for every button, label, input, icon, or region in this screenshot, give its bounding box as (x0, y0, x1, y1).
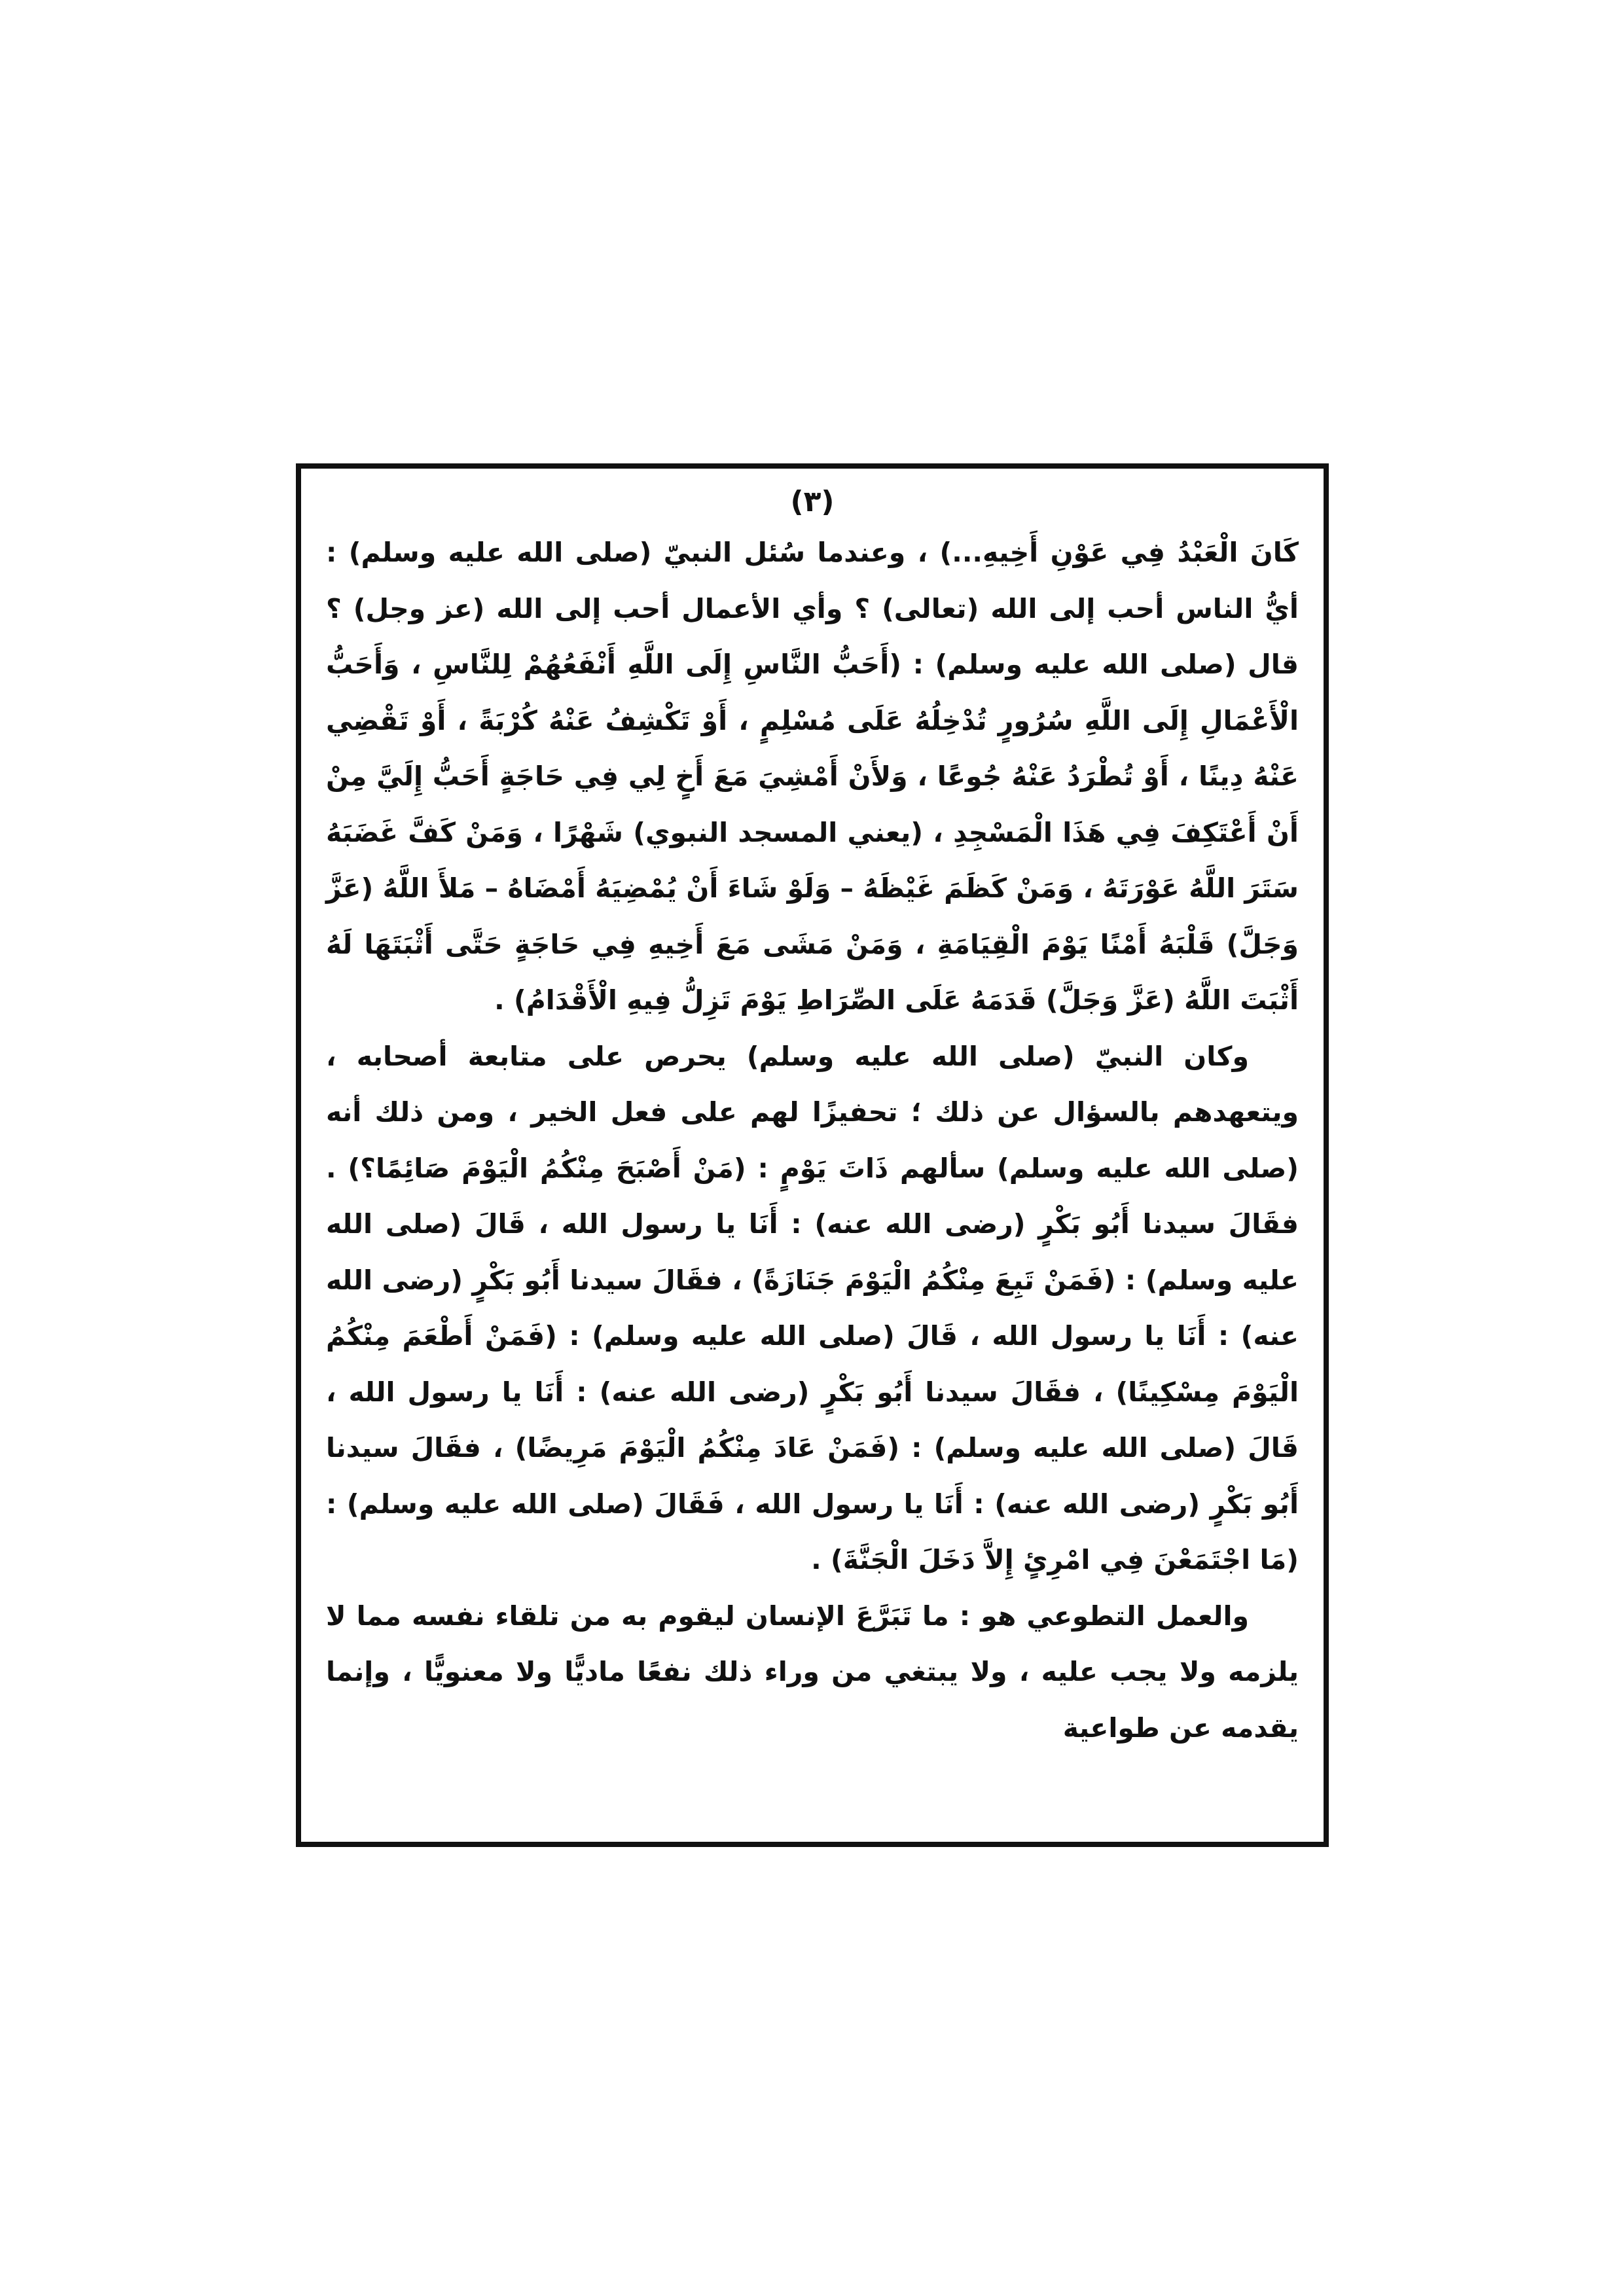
page-frame (296, 463, 1329, 1847)
body-text (326, 525, 1299, 1756)
paragraph-hadith: كَانَ الْعَبْدُ فِي عَوْنِ أَخِيهِ...) ، وعندما سُئل النبيّ (صلى الله عليه وسلم) : أيُّ الناس أحب إلى الله (تعالى) ؟ وأي الأعمال أحب إلى الله (عز وجل) ؟ قال (صلى الله عليه وسلم) : (أَحَبُّ النَّاسِ إِلَى اللَّهِ أَنْفَعُهُمْ لِلنَّاسِ ، وَأَحَبُّ الْأَعْمَالِ إِلَى اللَّهِ سُرُورٍ تُدْخِلُهُ عَلَى مُسْلِمٍ ، أَوْ تَكْشِفُ عَنْهُ كُرْبَةً ، أَوْ تَقْضِي عَنْهُ دِينًا ، أَوْ تُطْرَدُ عَنْهُ جُوعًا ، وَلأَنْ أَمْشِيَ مَعَ أَخٍ لِي فِي حَاجَةٍ أَحَبُّ إِلَيَّ مِنْ أَنْ أَعْتَكِفَ فِي هَذَا الْمَسْجِدِ ، (يعني المسجد النبوي) شَهْرًا ، وَمَنْ كَفَّ غَضَبَهُ سَتَرَ اللَّهُ عَوْرَتَهُ ، وَمَنْ كَظَمَ غَيْظَهُ – وَلَوْ شَاءَ أَنْ يُمْضِيَهُ أَمْضَاهُ – مَلأَ اللَّهُ (عَزَّ وَجَلَّ) قَلْبَهُ أَمْنًا يَوْمَ الْقِيَامَةِ ، وَمَنْ مَشَى مَعَ أَخِيهِ فِي حَاجَةٍ حَتَّى أَثْبَتَهَا لَهُ أَثْبَتَ اللَّهُ (عَزَّ وَجَلَّ) قَدَمَهُ عَلَى الصِّرَاطِ يَوْمَ تَزِلُّ فِيهِ الْأَقْدَامُ) . (326, 537, 1299, 1016)
page-number: (٣) (790, 485, 835, 518)
paragraph-volunteer-definition: والعمل التطوعي هو : ما تَبَرَّعَ الإنسان ليقوم به من تلقاء نفسه مما لا يلزمه ولا يجب عليه ، ولا يبتغي من وراء ذلك نفعًا ماديًّا ولا معنويًّا ، وإنما يقدمه عن طواعية (326, 1600, 1299, 1744)
paragraph-abu-bakr: وكان النبيّ (صلى الله عليه وسلم) يحرص على متابعة أصحابه ، ويتعهدهم بالسؤال عن ذلك ؛ تحفيزًا لهم على فعل الخير ، ومن ذلك أنه (صلى الله عليه وسلم) سألهم ذَاتَ يَوْمٍ : (مَنْ أَصْبَحَ مِنْكُمُ الْيَوْمَ صَائِمًا؟) . فقَالَ سيدنا أَبُو بَكْرٍ (رضى الله عنه) : أَنَا يا رسول الله ، قَالَ (صلى الله عليه وسلم) : (فَمَنْ تَبِعَ مِنْكُمُ الْيَوْمَ جَنَازَةً) ، فقَالَ سيدنا أَبُو بَكْرٍ (رضى الله عنه) : أَنَا يا رسول الله ، قَالَ (صلى الله عليه وسلم) : (فَمَنْ أَطْعَمَ مِنْكُمُ الْيَوْمَ مِسْكِينًا) ، فقَالَ سيدنا أَبُو بَكْرٍ (رضى الله عنه) : أَنَا يا رسول الله ، قَالَ (صلى الله عليه وسلم) : (فَمَنْ عَادَ مِنْكُمُ الْيَوْمَ مَرِيضًا) ، فقَالَ سيدنا أَبُو بَكْرٍ (رضى الله عنه) : أَنَا يا رسول الله ، فَقَالَ (صلى الله عليه وسلم) : (مَا اجْتَمَعْنَ فِي امْرِئٍ إِلاَّ دَخَلَ الْجَنَّةَ) . (326, 1040, 1299, 1575)
